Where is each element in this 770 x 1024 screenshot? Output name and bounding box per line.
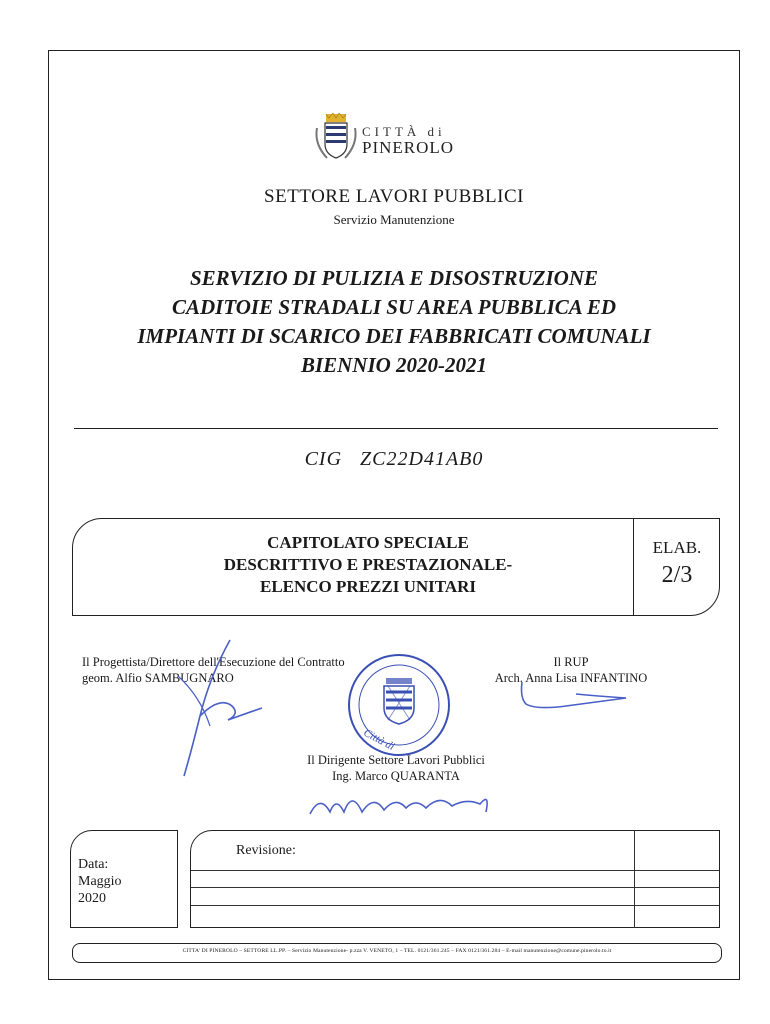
city-crest-icon (314, 112, 358, 164)
revision-label: Revisione: (236, 843, 296, 858)
director-signature-icon (300, 784, 500, 824)
revision-row-line (191, 887, 719, 888)
department-title: SETTORE LAVORI PUBBLICI (264, 186, 524, 207)
date-text (78, 856, 122, 907)
service-subtitle: Servizio Manutenzione (333, 212, 455, 227)
designer-name: geom. Alfio SAMBUGNARO (82, 671, 234, 685)
city-logo-text (362, 124, 454, 158)
title-line: SERVIZIO DI PULIZIA E DISOSTRUZIONE (189, 266, 599, 290)
director-role: Il Dirigente Settore Lavori Pubblici (307, 753, 485, 767)
elab-text: ELAB. (652, 538, 702, 557)
rup-signature-icon (516, 676, 636, 716)
title-line: IMPIANTI DI SCARICO DEI FABBRICATI COMUNALI (137, 324, 651, 348)
title-line: BIENNIO 2020-2021 (300, 353, 488, 377)
designer-role: Il Progettista/Direttore dell'Esecuzione del Contratto (82, 655, 345, 669)
designer-signature-icon (170, 636, 280, 786)
document-type-line: ELENCO PREZZI UNITARI (259, 577, 476, 596)
revision-row-line (191, 905, 719, 906)
document-title (48, 264, 740, 380)
rup-name: Arch. Anna Lisa INFANTINO (494, 671, 648, 685)
divider (74, 428, 718, 429)
rup-role: Il RUP (553, 655, 589, 669)
elab-label (634, 538, 720, 589)
cig-code: CIG ZC22D41AB0 (304, 448, 484, 470)
official-stamp-icon (344, 650, 454, 760)
document-type-line: CAPITOLATO SPECIALE (267, 533, 469, 552)
elab-number: 2/3 (661, 562, 693, 588)
revision-column-line (634, 830, 635, 928)
footer-text: CITTA' DI PINEROLO – SETTORE LL.PP. – Servizio Manutenzione- p.zza V. VENETO, 1 – TEL. 0121/361.245 – FAX 0121/361.284 – E-mail manutenzione@comune.pinerolo.to.it (182, 948, 612, 954)
city-name: PINEROLO (362, 138, 455, 157)
date-month: Maggio (78, 874, 122, 889)
revision-row-line (191, 870, 719, 871)
city-prefix: CITTÀ di (362, 124, 446, 139)
title-line: CADITOIE STRADALI SU AREA PUBBLICA ED (171, 295, 617, 319)
date-year: 2020 (78, 891, 106, 906)
document-type-text (118, 532, 618, 598)
stamp-text: Città di (361, 726, 397, 754)
director-name: Ing. Marco QUARANTA (332, 769, 460, 783)
date-label: Data: (78, 857, 109, 872)
document-type-line: DESCRITTIVO E PRESTAZIONALE- (223, 555, 513, 574)
